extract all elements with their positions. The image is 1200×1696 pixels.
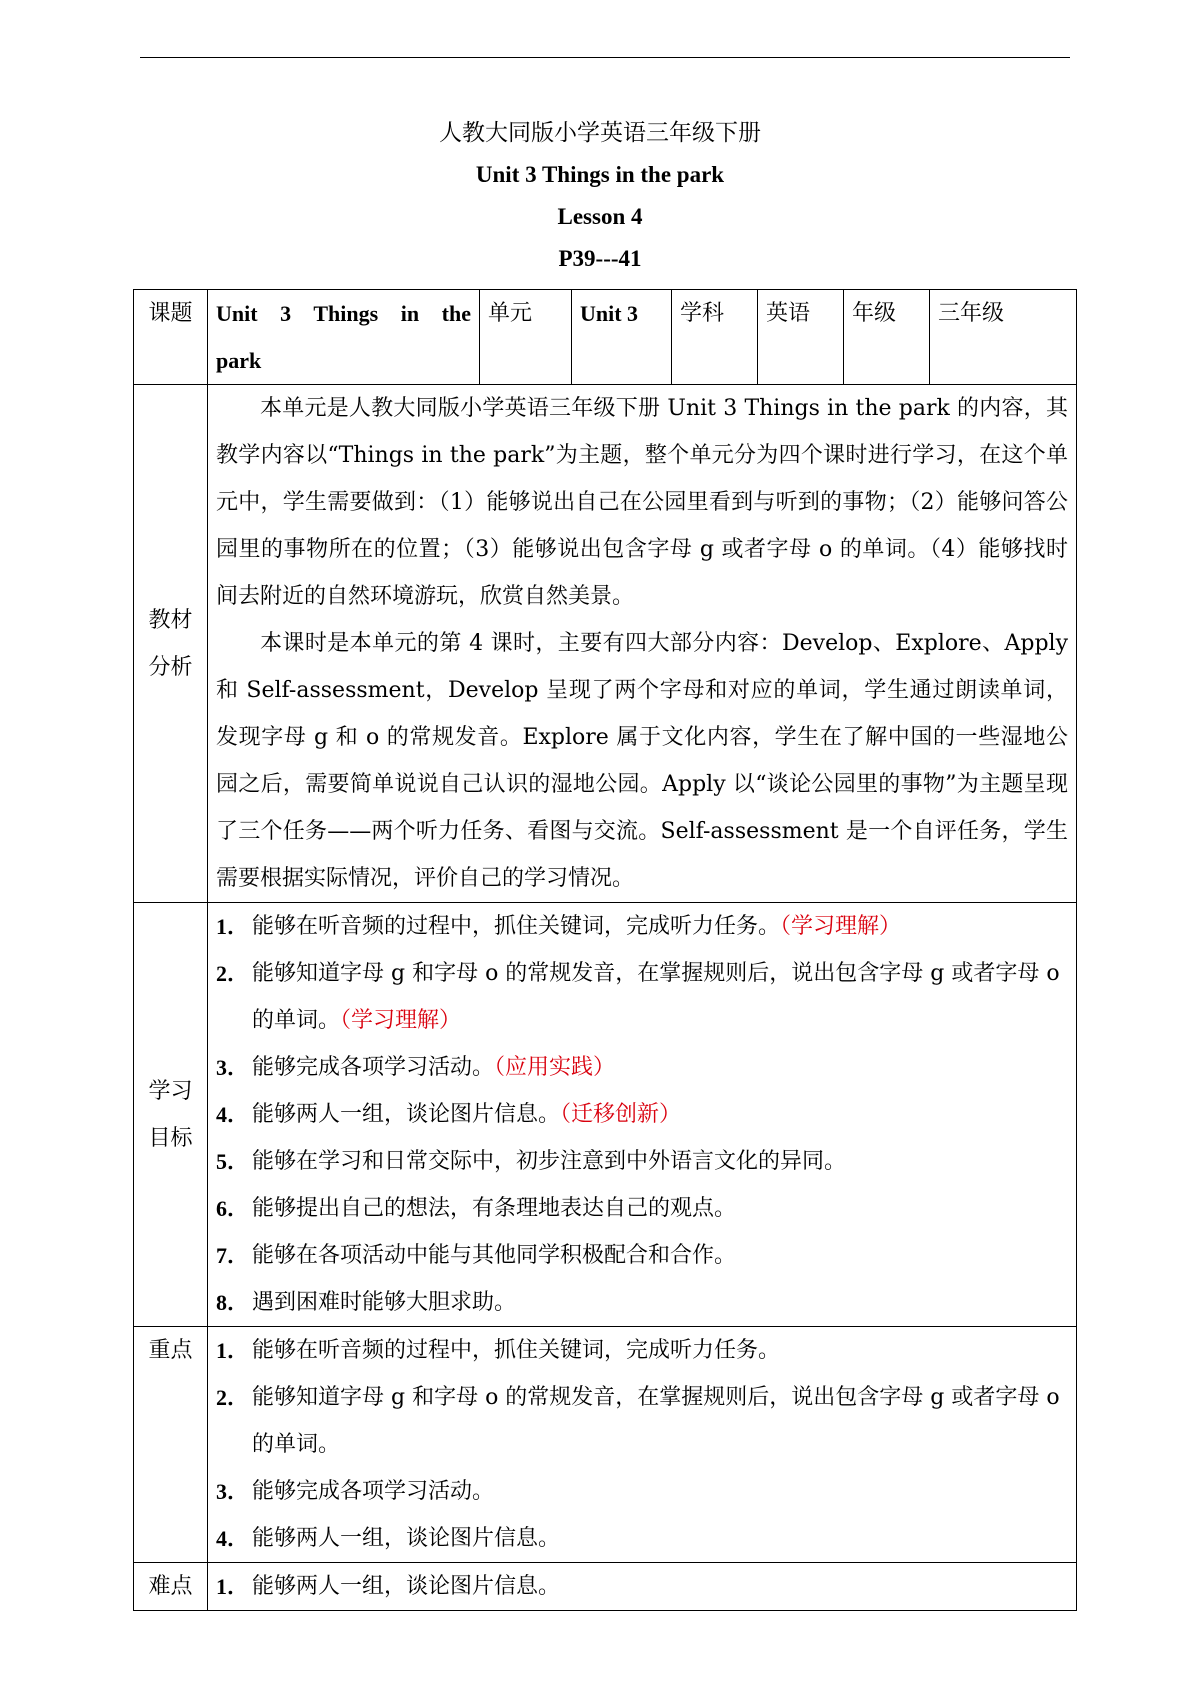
- analysis-label-line1: 教材: [148, 607, 193, 633]
- objectives-label: [134, 903, 208, 1327]
- unit-value: Unit 3: [572, 290, 672, 385]
- difficulty-number: 1．: [216, 1574, 250, 1599]
- analysis-label: [134, 385, 208, 903]
- difficulty-text: 能够两人一组，谈论图片信息。: [252, 1574, 561, 1599]
- lesson-title: Lesson 4: [557, 204, 643, 229]
- lesson-plan-table: [133, 289, 1077, 1611]
- objective-tag: （学习理解）: [340, 1008, 462, 1033]
- page-range: P39---41: [558, 246, 642, 271]
- objective-text: 能够知道字母 g 和字母 o 的常规发音，在掌握规则后，说出包含字母 g 或者字母 o 的单词。: [252, 961, 1060, 1033]
- grade-label: 年级: [844, 290, 930, 385]
- objective-number: 8．: [216, 1290, 250, 1315]
- objective-tag: （应用实践）: [494, 1055, 616, 1080]
- objective-text: 能够完成各项学习活动。: [252, 1055, 495, 1080]
- objective-text: 能够在听音频的过程中，抓住关键词，完成听力任务。: [252, 914, 781, 939]
- subject-value: 英语: [758, 290, 844, 385]
- key-points-label: 重点: [134, 1327, 208, 1563]
- objective-number: 6．: [216, 1196, 250, 1221]
- unit-title: Unit 3 Things in the park: [475, 162, 725, 187]
- key-point-item: [216, 1515, 1068, 1562]
- key-point-text: 能够完成各项学习活动。: [252, 1479, 495, 1504]
- document-title-block: [0, 112, 1200, 280]
- key-point-item: [216, 1374, 1068, 1468]
- objective-number: 1．: [216, 914, 250, 939]
- objective-item: [216, 1138, 1068, 1185]
- objective-number: 2．: [216, 961, 250, 986]
- key-point-text: 能够在听音频的过程中，抓住关键词，完成听力任务。: [252, 1338, 781, 1363]
- objective-item: [216, 1044, 1068, 1091]
- objective-item: [216, 1232, 1068, 1279]
- objective-number: 3．: [216, 1055, 250, 1080]
- document-title: 人教大同版小学英语三年级下册: [439, 120, 761, 146]
- objective-tag: （迁移创新）: [560, 1102, 682, 1127]
- objective-tag: （学习理解）: [780, 914, 902, 939]
- objective-item: [216, 950, 1068, 1044]
- objective-item: [216, 1279, 1068, 1326]
- analysis-label-line2: 分析: [148, 654, 193, 680]
- objective-text: 能够在各项活动中能与其他同学积极配合和合作。: [252, 1243, 737, 1268]
- key-point-number: 3．: [216, 1479, 250, 1504]
- objectives-content: [208, 903, 1077, 1327]
- analysis-row: [134, 385, 1077, 903]
- unit-label: 单元: [480, 290, 572, 385]
- key-point-text: 能够知道字母 g 和字母 o 的常规发音，在掌握规则后，说出包含字母 g 或者字母 o 的单词。: [252, 1385, 1060, 1457]
- objective-text: 遇到困难时能够大胆求助。: [252, 1290, 517, 1315]
- objective-text: 能够提出自己的想法，有条理地表达自己的观点。: [252, 1196, 737, 1221]
- topic-label: 课题: [134, 290, 208, 385]
- objective-item: [216, 903, 1068, 950]
- topic-value: Unit 3 Things in the park: [208, 290, 480, 385]
- key-point-number: 4．: [216, 1526, 250, 1551]
- objectives-label-line1: 学习: [148, 1078, 193, 1104]
- grade-value: 三年级: [930, 290, 1077, 385]
- header-rule: [140, 57, 1070, 58]
- key-point-text: 能够两人一组，谈论图片信息。: [252, 1526, 561, 1551]
- subject-label: 学科: [672, 290, 758, 385]
- analysis-content: [208, 385, 1077, 903]
- objective-item: [216, 1091, 1068, 1138]
- objective-text: 能够在学习和日常交际中，初步注意到中外语言文化的异同。: [252, 1149, 847, 1174]
- key-point-item: [216, 1327, 1068, 1374]
- analysis-paragraph-2: 本课时是本单元的第 4 课时，主要有四大部分内容：Develop、Explore、Apply 和 Self-assessment，Develop 呈现了两个字母和对应的单词，学生通过朗读单词，发现字母 g 和 o 的常规发音。Explore 属于文化内容，学生在了解中国的一些湿地公园之后，需要简单说说自己认识的湿地公园。Apply 以“谈论公园里的事物”为主题呈现了三个任务——两个听力任务、看图与交流。Self-assessment 是一个自评任务，学生需要根据实际情况，评价自己的学习情况。: [216, 631, 1068, 891]
- objectives-row: [134, 903, 1077, 1327]
- objective-item: [216, 1185, 1068, 1232]
- info-row: [134, 290, 1077, 385]
- analysis-paragraph-1: 本单元是人教大同版小学英语三年级下册 Unit 3 Things in the park 的内容，其教学内容以“Things in the park”为主题，整个单元分为四个课时进行学习，在这个单元中，学生需要做到：（1）能够说出自己在公园里看到与听到的事物；（2）能够问答公园里的事物所在的位置；（3）能够说出包含字母 g 或者字母 o 的单词。（4）能够找时间去附近的自然环境游玩，欣赏自然美景。: [216, 396, 1068, 609]
- difficulties-row: [134, 1563, 1077, 1611]
- difficulty-item: [216, 1563, 1068, 1610]
- key-point-number: 2．: [216, 1385, 250, 1410]
- key-point-number: 1．: [216, 1338, 250, 1363]
- key-point-item: [216, 1468, 1068, 1515]
- objectives-label-line2: 目标: [148, 1125, 193, 1151]
- key-points-content: [208, 1327, 1077, 1563]
- difficulties-content: [208, 1563, 1077, 1611]
- difficulties-label: 难点: [134, 1563, 208, 1611]
- objective-text: 能够两人一组，谈论图片信息。: [252, 1102, 561, 1127]
- key-points-row: [134, 1327, 1077, 1563]
- objective-number: 5．: [216, 1149, 250, 1174]
- objective-number: 4．: [216, 1102, 250, 1127]
- objective-number: 7．: [216, 1243, 250, 1268]
